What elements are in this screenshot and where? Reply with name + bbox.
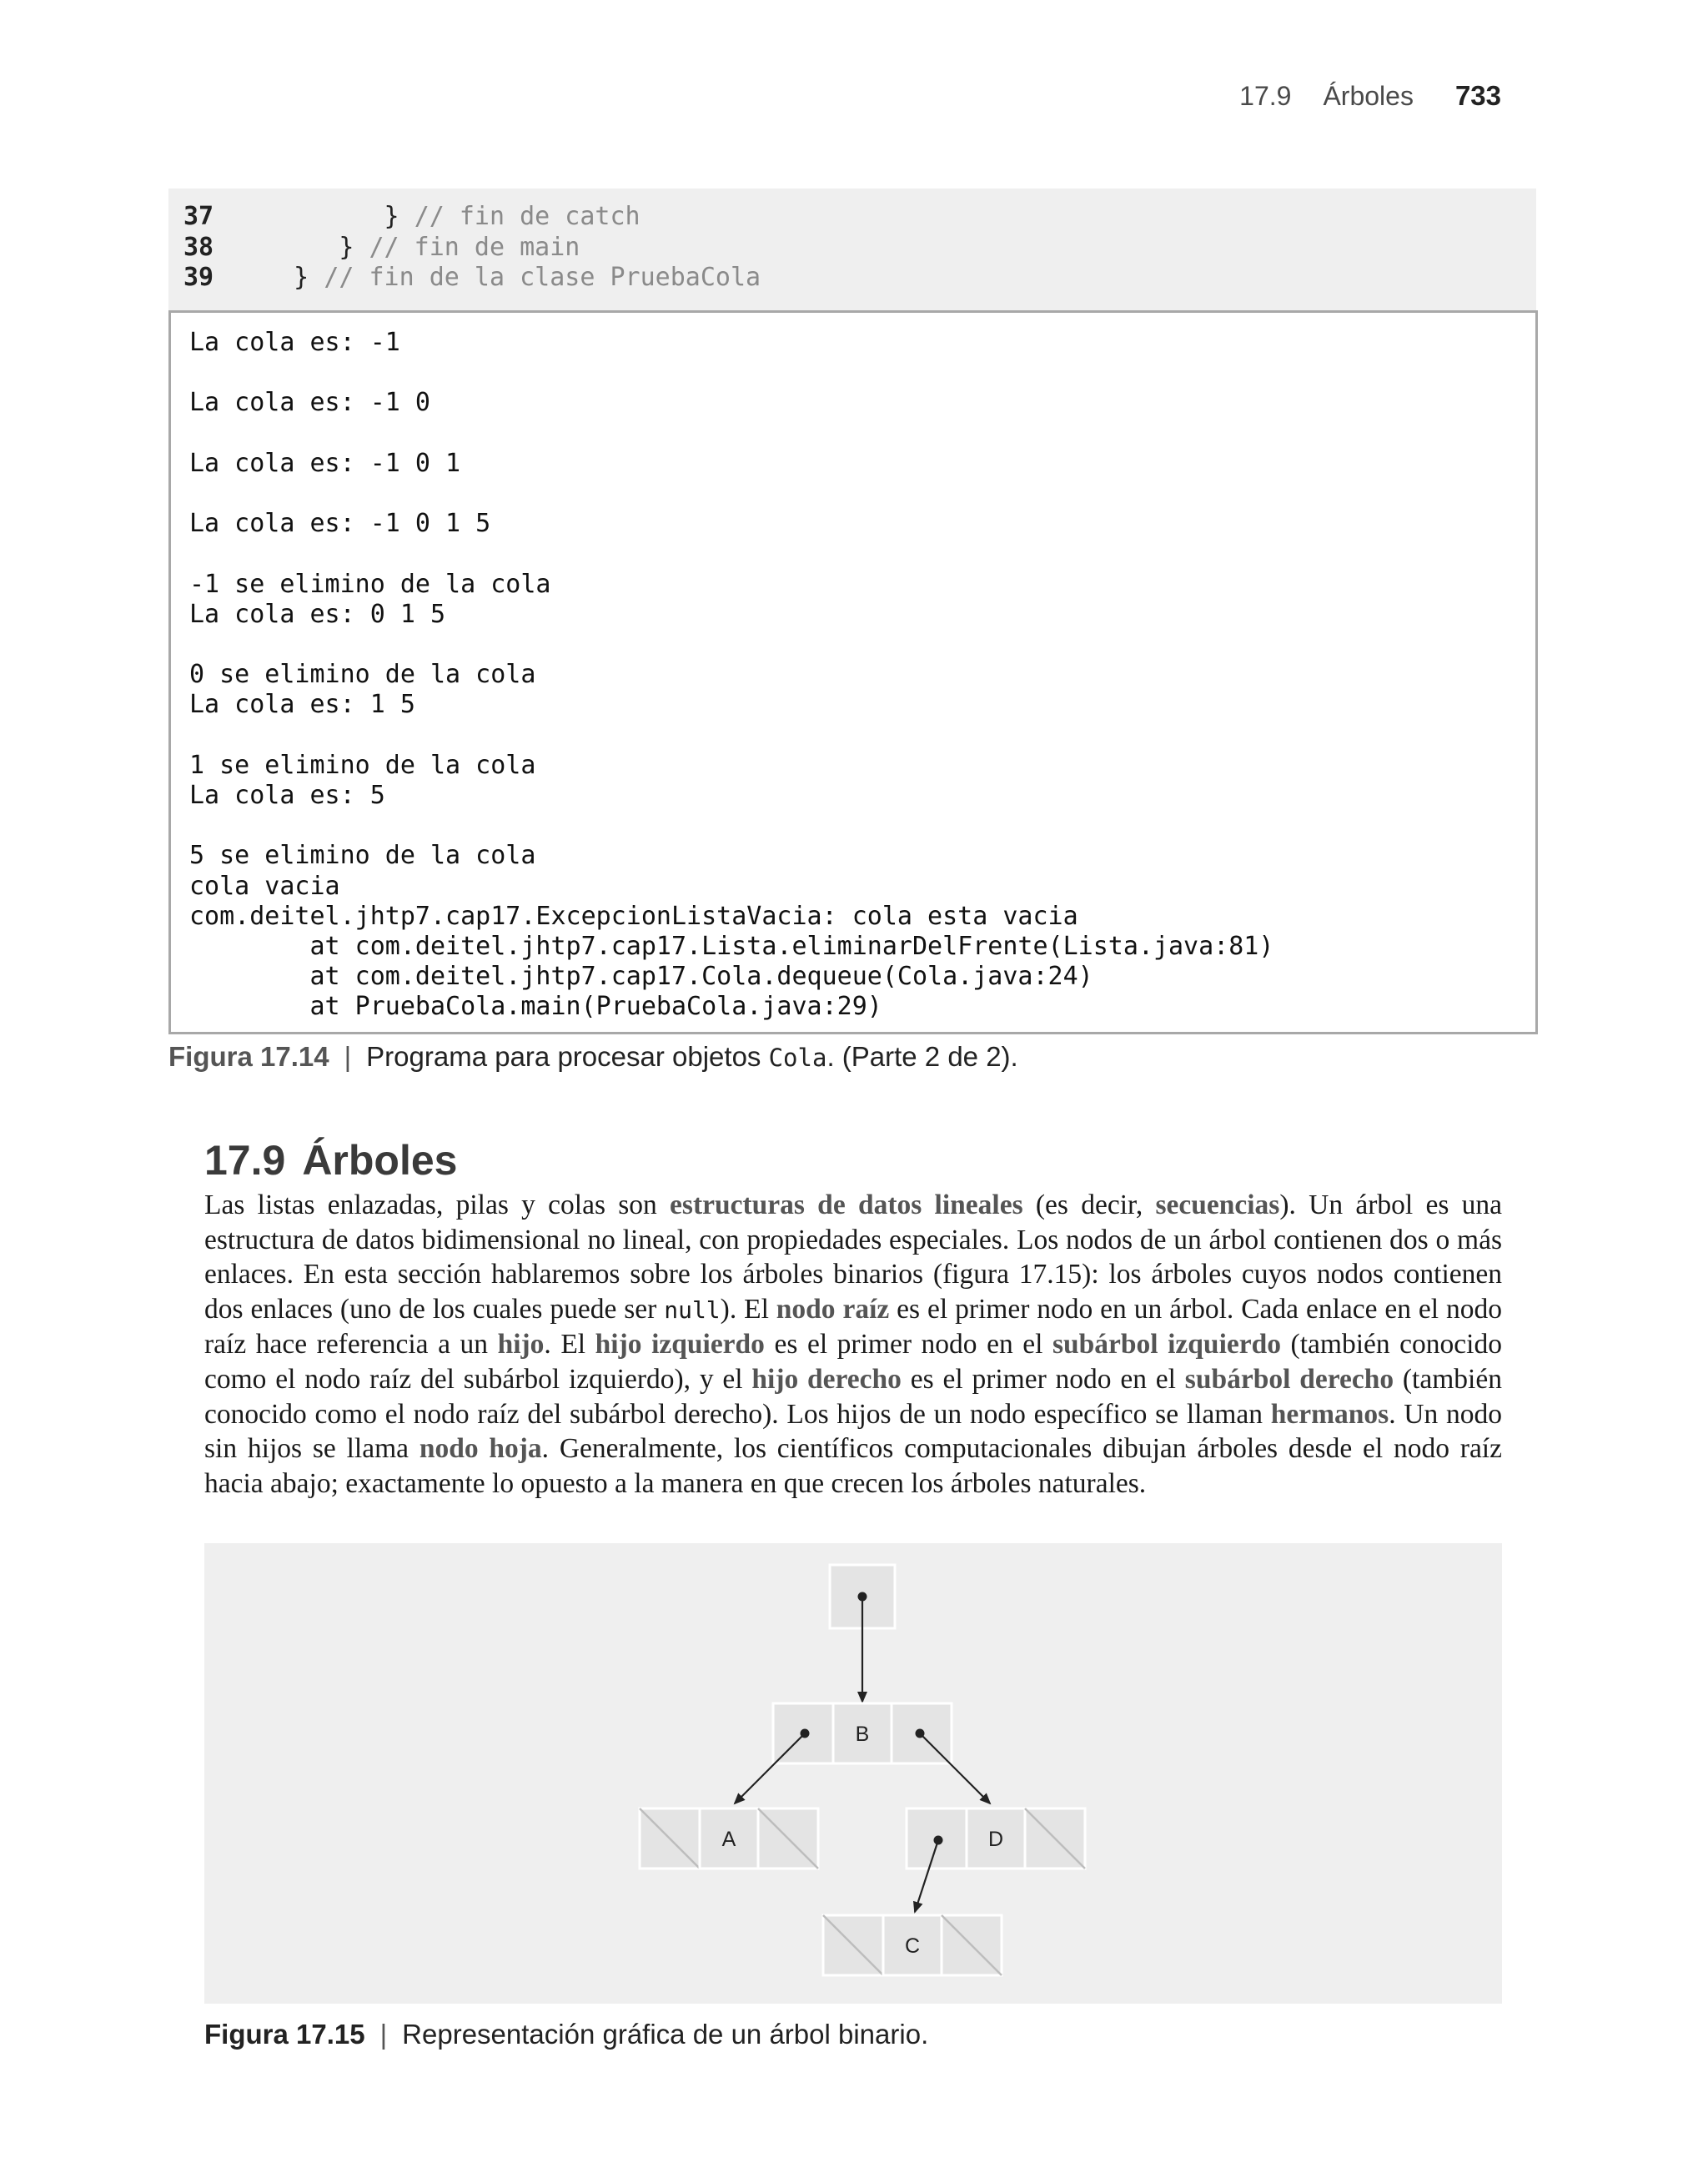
left-child-arrow [735, 1733, 805, 1803]
program-output-box [168, 310, 1538, 1034]
text-run: ). Un árbol es una estructura de datos bidimensional no lineal, con propiedades especiales. Los nodos de un árbol contienen dos o más enlaces. En esta sección hablaremos sobre los árboles binarios (figura 17.15): los árboles cuyos nodos contienen dos enlaces (uno de los cuales puede ser [204, 1190, 1502, 1325]
tree-node-a [640, 1808, 818, 1869]
node-value: D [987, 1828, 1004, 1851]
caption-text: Programa para procesar objetos [366, 1041, 769, 1072]
section-paragraph [204, 1188, 1502, 1501]
text-run: . El [544, 1329, 595, 1361]
line-number: 38 [183, 232, 214, 262]
text-run: es el primer nodo en el [901, 1363, 1185, 1395]
node-value: A [721, 1828, 736, 1851]
page-number: 733 [1454, 80, 1501, 111]
code-listing [168, 189, 1536, 310]
text-run: es el primer nodo en un árbol. Cada enlace en el nodo raíz hace referencia a un [204, 1293, 1502, 1361]
key-term: hijo [497, 1329, 545, 1361]
text-run: ). El [720, 1293, 776, 1325]
node-value: B [855, 1723, 870, 1746]
text-run: Las listas enlazadas, pilas y colas son [204, 1190, 671, 1220]
code-line [183, 233, 761, 264]
key-term: secuencias [1155, 1190, 1280, 1220]
code-comment: // fin de catch [414, 202, 640, 231]
code-line [183, 263, 761, 294]
key-term: hijo derecho [751, 1363, 902, 1395]
binary-tree-diagram [204, 1543, 1502, 2004]
key-term: hermanos [1270, 1398, 1389, 1430]
caption-code: Cola [768, 1044, 827, 1072]
running-header [1239, 80, 1501, 112]
caption-separator: | [344, 1041, 352, 1072]
right-child-arrow [920, 1733, 990, 1803]
text-run: . Un nodo sin hijos se llama [204, 1398, 1502, 1465]
text-run: . Generalmente, los científicos computacionales dibujan árboles desde el nodo raíz hacia abajo; exactamente lo opuesto a la manera en que crecen los árboles naturales. [204, 1433, 1502, 1499]
key-term: nodo hoja [419, 1433, 542, 1465]
binary-tree-svg [204, 1543, 1502, 2004]
caption-text-end: . (Parte 2 de 2). [826, 1041, 1018, 1072]
code-text: } [249, 232, 369, 262]
inline-code: null [664, 1295, 721, 1324]
figure-label: Figura 17.14 [168, 1041, 329, 1072]
figure-17-14-caption [168, 1041, 1018, 1073]
key-term: nodo raíz [776, 1293, 890, 1325]
key-term: subárbol izquierdo [1052, 1329, 1281, 1361]
tree-node-d [907, 1808, 1085, 1912]
program-output: La cola es: -1 La cola es: -1 0 La cola es: -1 0 1 La cola es: -1 0 1 5 -1 se elimino de la cola La cola es: 0 1 5 0 se elimino de la cola La cola es: 1 5 1 se elimino de la cola La cola es: 5 5 se elimino de la cola cola vacia com.deitel.jhtp7.cap17.ExcepcionListaVacia: cola esta vacia at com.deitel.jhtp7.cap17.Lista.eliminarDelFrente(Lista.java:81) at com.deitel.jhtp7.cap17.Cola.dequeue(Cola.java:24) at PruebaCola.main(PruebaCola.java:29) [189, 328, 1274, 1022]
figure-17-15-caption [204, 2019, 928, 2050]
caption-text: Representación gráfica de un árbol binario. [402, 2019, 929, 2050]
code-comment: // fin de la clase PruebaCola [324, 263, 761, 292]
code-line [183, 202, 761, 233]
header-section-number: 17.9 [1239, 81, 1292, 111]
key-term: subárbol derecho [1184, 1363, 1394, 1395]
line-number: 37 [183, 202, 214, 231]
section-number: 17.9 [204, 1137, 286, 1184]
tree-node-c [823, 1915, 1002, 1975]
section-heading [204, 1136, 458, 1185]
root-pointer [830, 1565, 895, 1702]
text-run: (también conocido como el nodo raíz del subárbol izquierdo), y el [204, 1329, 1502, 1395]
line-number: 39 [183, 263, 214, 292]
code-text: } [249, 263, 324, 292]
text-run: (también conocido como el nodo raíz del subárbol derecho). Los hijos de un nodo específico se llaman [204, 1363, 1502, 1430]
caption-separator: | [379, 2019, 388, 2050]
key-term: hijo izquierdo [595, 1329, 765, 1361]
code-comment: // fin de main [369, 232, 580, 262]
section-title: Árboles [302, 1137, 458, 1184]
text-run: es el primer nodo en el [764, 1329, 1052, 1361]
figure-label: Figura 17.15 [204, 2019, 365, 2050]
text-run: (es decir, [1022, 1190, 1156, 1220]
key-term: estructuras de datos lineales [670, 1190, 1023, 1220]
code-text: } [249, 202, 414, 231]
tree-node-b [735, 1703, 990, 1803]
node-value: C [904, 1934, 921, 1958]
header-section-title: Árboles [1323, 81, 1414, 111]
